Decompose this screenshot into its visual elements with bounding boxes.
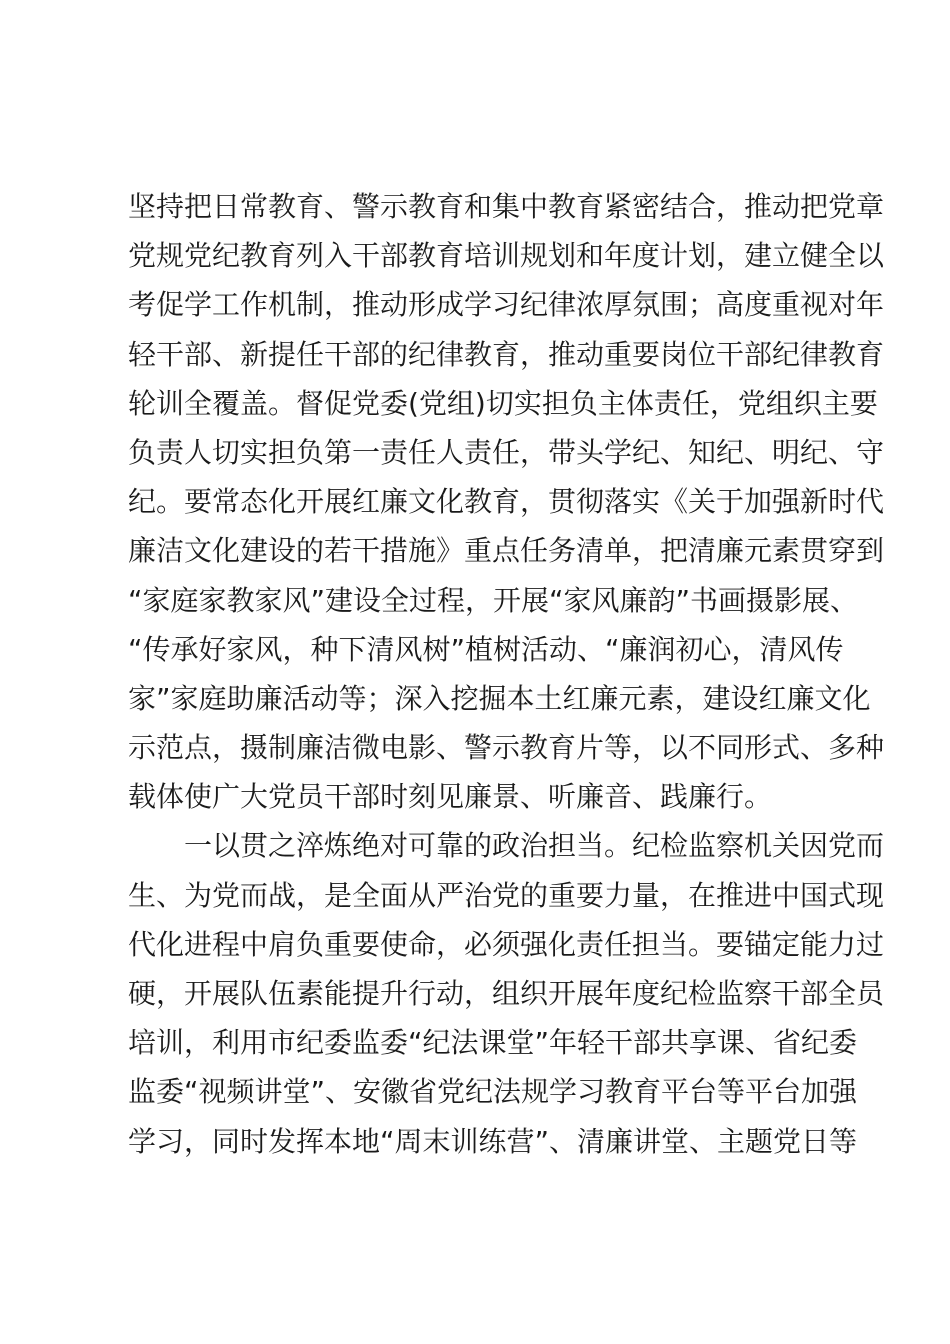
text-line: 轮训全覆盖。督促党委(党组)切实担负主体责任，党组织主要	[128, 386, 878, 420]
text-line: 硬，开展队伍素能提升行动，组织开展年度纪检监察干部全员	[128, 977, 885, 1010]
text-line: 纪。要常态化开展红廉文化教育，贯彻落实《关于加强新时代	[128, 485, 885, 519]
paragraph-end-line: 载体使广大党员干部时刻见廉景、听廉音、践廉行。	[128, 780, 773, 814]
text-line: 负责人切实担负第一责任人责任，带头学纪、知纪、明纪、守	[128, 435, 885, 469]
text-line: 生、为党而战，是全面从严治党的重要力量，在推进中国式现	[128, 878, 885, 912]
text-line: 代化进程中肩负重要使命，必须强化责任担当。要锚定能力过	[128, 927, 885, 961]
body-text	[128, 182, 885, 1166]
paragraph-start-line: 一以贯之淬炼绝对可靠的政治担当。纪检监察机关因党而	[184, 829, 885, 863]
text-line: 轻干部、新提任干部的纪律教育，推动重要岗位干部纪律教育	[128, 337, 885, 371]
text-line: 培训，利用市纪委监委“纪法课堂”年轻干部共享课、省纪委	[128, 1026, 858, 1060]
text-line: “家庭家教家风”建设全过程，开展“家风廉韵”书画摄影展、	[128, 583, 859, 617]
text-line: 考促学工作机制，推动形成学习纪律浓厚氛围；高度重视对年	[128, 288, 885, 322]
text-line: 学习，同时发挥本地“周末训练营”、清廉讲堂、主题党日等	[128, 1124, 858, 1158]
text-line: 家”家庭助廉活动等；深入挖掘本土红廉元素，建设红廉文化	[128, 681, 871, 715]
text-line: 廉洁文化建设的若干措施》重点任务清单，把清廉元素贯穿到	[128, 534, 885, 568]
text-line: “传承好家风，种下清风树”植树活动、“廉润初心，清风传	[128, 632, 844, 666]
text-line: 党规党纪教育列入干部教育培训规划和年度计划，建立健全以	[128, 239, 885, 273]
text-line: 监委“视频讲堂”、安徽省党纪法规学习教育平台等平台加强	[128, 1075, 858, 1109]
text-line: 坚持把日常教育、警示教育和集中教育紧密结合，推动把党章	[128, 190, 885, 223]
text-line: 示范点，摄制廉洁微电影、警示教育片等，以不同形式、多种	[128, 731, 885, 765]
